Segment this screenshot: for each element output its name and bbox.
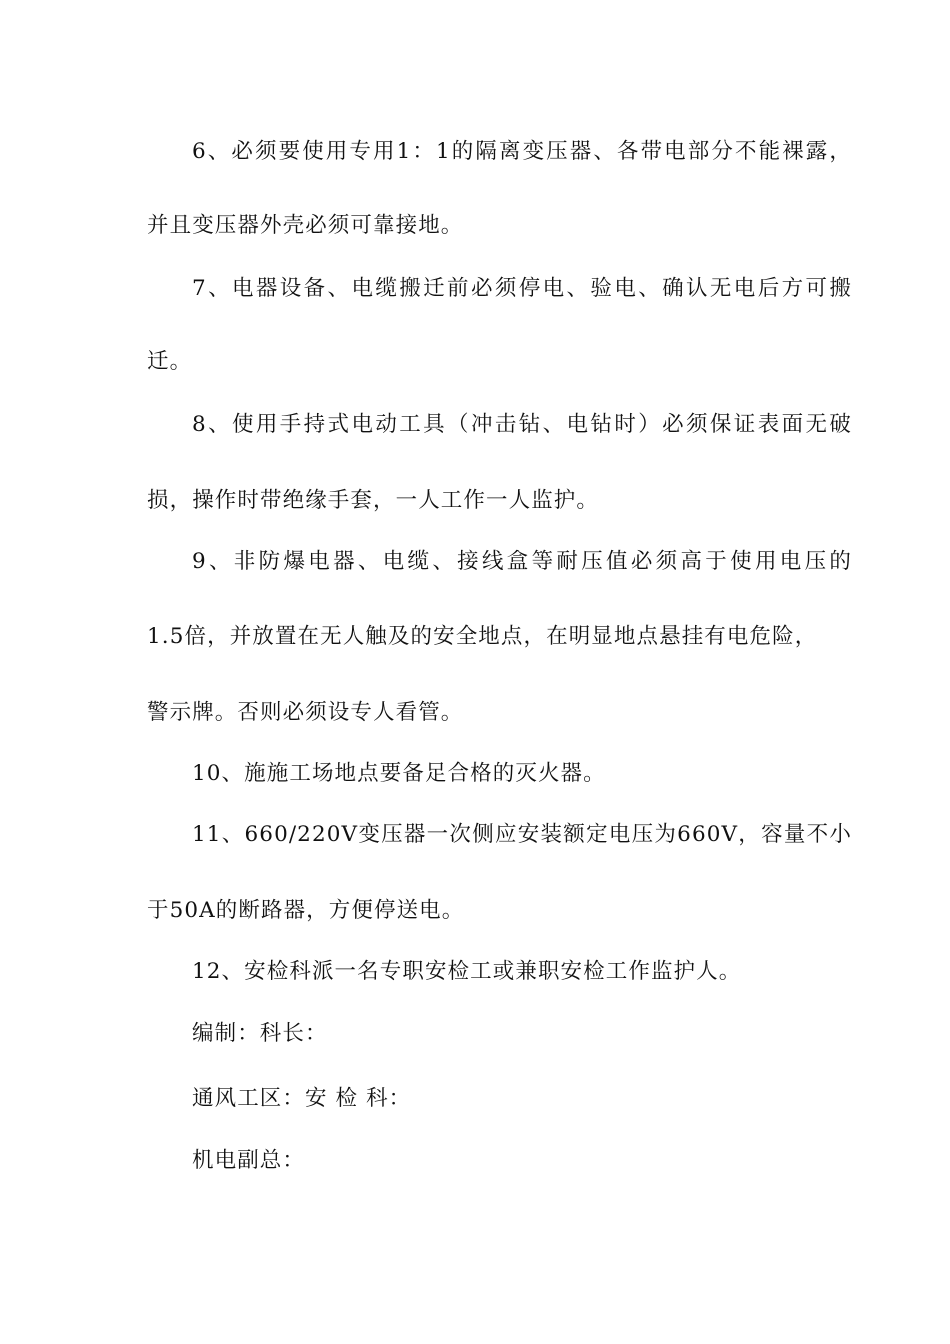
item-9-line-2: 1.5倍，并放置在无人触及的安全地点，在明显地点悬挂有电危险， <box>147 624 818 649</box>
item-12-line: 12、安检科派一名专职安检工或兼职安检工作监护人。 <box>192 959 742 984</box>
signature-deputy: 机电副总： <box>192 1148 306 1173</box>
item-9-line-1: 9、非防爆电器、电缆、接线盒等耐压值必须高于使用电压的 <box>192 549 852 574</box>
item-8-line-2: 损，操作时带绝缘手套，一人工作一人监护。 <box>147 488 600 513</box>
item-11-line-2: 于50A的断路器，方便停送电。 <box>147 898 465 923</box>
item-7-line-1: 7、电器设备、电缆搬迁前必须停电、验电、确认无电后方可搬 <box>192 276 852 301</box>
item-6-line-1: 6、必须要使用专用1：1的隔离变压器、各带电部分不能裸露， <box>192 139 852 164</box>
item-7-line-2: 迁。 <box>147 349 193 374</box>
item-11-line-1: 11、660/220V变压器一次侧应安装额定电压为660V，容量不小 <box>192 822 852 847</box>
item-6-line-2: 并且变压器外壳必须可靠接地。 <box>147 213 464 238</box>
signature-ventilation: 通风工区：安 检 科： <box>192 1086 412 1111</box>
item-8-line-1: 8、使用手持式电动工具（冲击钻、电钻时）必须保证表面无破 <box>192 412 852 437</box>
item-9-line-3: 警示牌。否则必须设专人看管。 <box>147 700 464 725</box>
signature-editor: 编制：科长： <box>192 1021 328 1046</box>
item-10-line: 10、施施工场地点要备足合格的灭火器。 <box>192 761 606 786</box>
